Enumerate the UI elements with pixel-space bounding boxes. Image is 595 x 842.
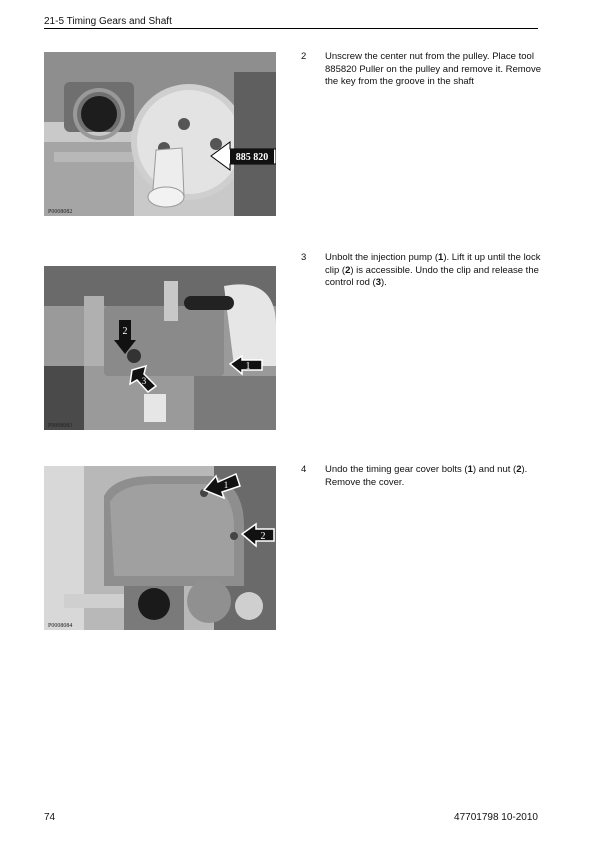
- figure-1-callouts: [44, 52, 276, 216]
- figure-3-callouts: [44, 466, 276, 630]
- step-number: 3: [301, 252, 307, 263]
- header-rule: [44, 28, 538, 29]
- step-text: Undo the timing gear cover bolts (1) and nut (2). Remove the cover.: [325, 464, 528, 488]
- figure-injection-pump: [44, 266, 276, 430]
- callout-885820: 885 820: [235, 152, 269, 163]
- step-number: 2: [301, 51, 307, 62]
- callout-2-arrow: [114, 320, 136, 354]
- step-number: 4: [301, 464, 307, 475]
- figure-code: P0008083: [48, 423, 73, 429]
- callout-1-arrow: [230, 356, 262, 374]
- page-number: 74: [44, 812, 56, 823]
- step-text: Unbolt the injection pump (1). Lift it up until the lock clip (2) is accessible. Undo the clip and release the control rod (3).: [325, 252, 541, 288]
- callout-3-arrow: [130, 366, 156, 392]
- callout-2-arrow: [242, 524, 274, 546]
- document-number: 47701798 10-2010: [454, 812, 538, 823]
- figure-timing-cover: [44, 466, 276, 630]
- figure-code: P0008084: [48, 623, 73, 629]
- figure-2-callouts: [44, 266, 276, 430]
- figure-pulley-puller: [44, 52, 276, 216]
- figure-code: P0008082: [48, 209, 73, 215]
- callout-2: 2: [122, 326, 128, 337]
- callout-1-arrow: [204, 474, 240, 498]
- callout-2: 2: [260, 531, 266, 542]
- callout-1: 1: [245, 361, 251, 372]
- callout-3: 3: [141, 376, 147, 386]
- page-header: 21-5 Timing Gears and Shaft: [44, 16, 172, 27]
- step-text: Unscrew the center nut from the pulley. Place tool 885820 Puller on the pulley and remove it. Remove the key from the groove in the shaft: [325, 51, 541, 87]
- callout-1: 1: [223, 480, 229, 490]
